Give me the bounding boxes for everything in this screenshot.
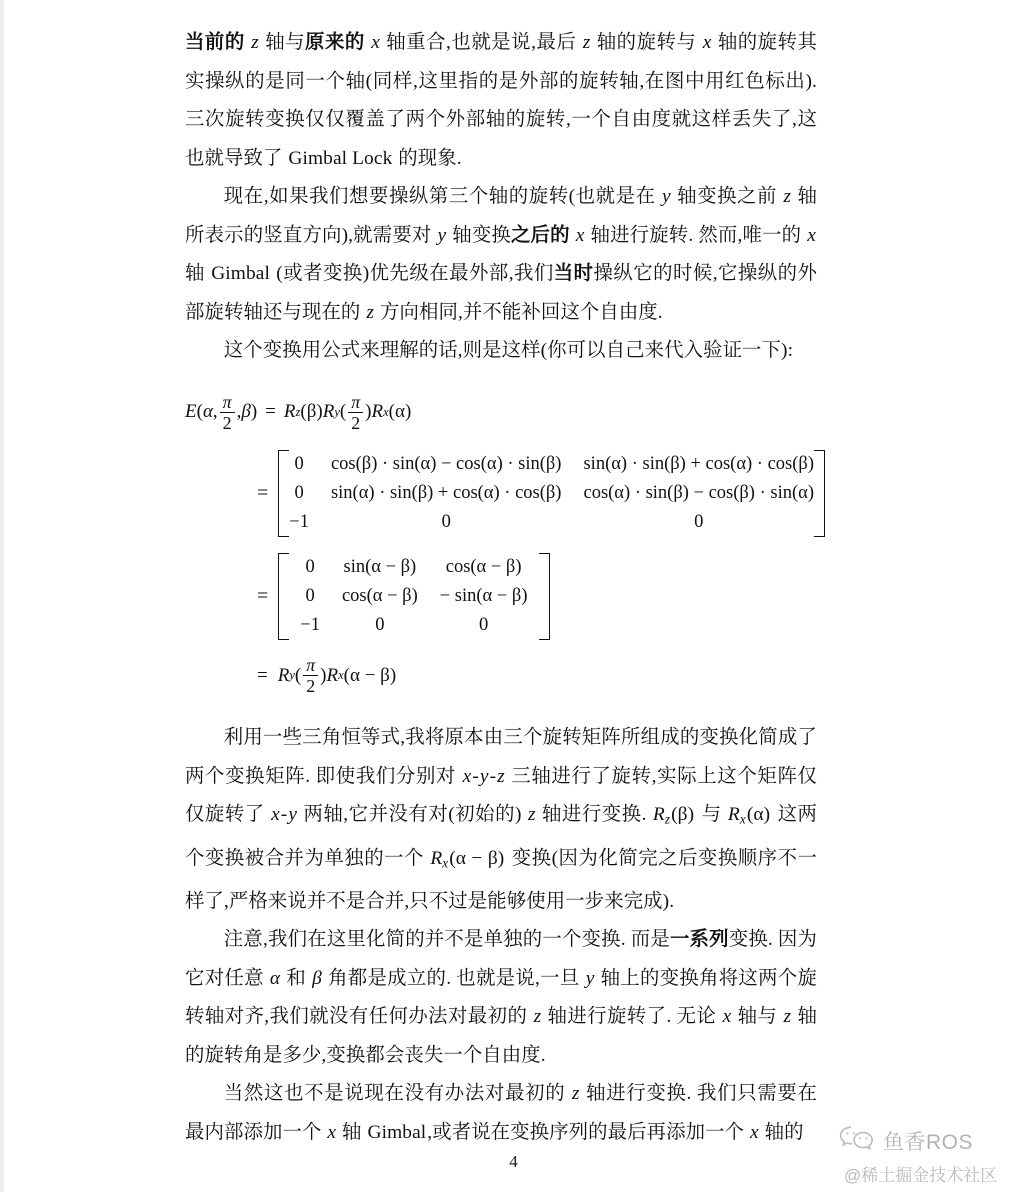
latin-term: Gimbal Lock bbox=[288, 147, 393, 169]
body-text: 轴进行变换. bbox=[536, 804, 652, 826]
inline-math-symbol: z bbox=[527, 804, 536, 826]
matrix2-equals: = bbox=[257, 584, 269, 607]
matrix2-bracket-right bbox=[539, 553, 550, 640]
paragraph-3 bbox=[185, 332, 817, 371]
body-text: 轴变换之前 bbox=[671, 186, 783, 207]
latin-term: Gimbal bbox=[211, 263, 270, 284]
paragraph-1 bbox=[185, 24, 817, 178]
inline-math-symbol: y bbox=[479, 765, 489, 787]
equation-matrix-2 bbox=[257, 553, 817, 640]
body-text: 轴的旋转与 bbox=[591, 32, 702, 53]
final-frac-pi-2 bbox=[303, 656, 318, 695]
eq-Ry-paren-open: ( bbox=[339, 401, 347, 423]
watermark-brand: 鱼香ROS bbox=[883, 1130, 974, 1154]
matrix-cell: 0 bbox=[694, 511, 704, 532]
body-text: - bbox=[489, 765, 497, 787]
body-text: 轴 bbox=[185, 263, 211, 284]
body-text: 与 bbox=[696, 804, 727, 826]
matrix2-bracket-left bbox=[278, 553, 289, 640]
matrix-cell: −1 bbox=[300, 614, 320, 635]
eq-comma-1: , bbox=[212, 401, 218, 423]
body-text: 方向相同,并不能补回这个自由度. bbox=[375, 301, 663, 323]
body-text: 和 bbox=[281, 967, 312, 989]
final-Ry: R bbox=[277, 664, 290, 686]
inline-math-expression: Rx(α) bbox=[727, 804, 771, 827]
equation-line-definition bbox=[185, 393, 817, 432]
paragraph-6 bbox=[185, 1075, 817, 1152]
matrix-row bbox=[289, 553, 538, 582]
inline-math-symbol: α bbox=[269, 967, 281, 989]
eq-Rz: R bbox=[283, 401, 296, 423]
emphasis-text: 一系列 bbox=[669, 929, 729, 951]
eq-Ry-paren-close: ) bbox=[365, 401, 372, 423]
eq-comma-2: , bbox=[236, 401, 242, 423]
body-text: - bbox=[280, 804, 288, 826]
body-text: 轴进行旋转了. 无论 bbox=[542, 1006, 722, 1028]
body-text: 轴进行变换. 我们只需要在最内部添加一个 bbox=[185, 1083, 817, 1143]
eq-frac-num-b: π bbox=[351, 391, 361, 412]
body-text: 变换(因为化简完之后变换顺序不一样了,严格来说并不是合并,只不过是能够使用一步来完成). bbox=[185, 847, 817, 912]
watermark-top-row bbox=[838, 1124, 1023, 1157]
inline-math-expression: Rx(α − β) bbox=[430, 847, 505, 871]
eq-Rx: R bbox=[371, 401, 384, 423]
matrix-row bbox=[289, 582, 538, 611]
eq-E: E bbox=[185, 401, 197, 423]
matrix-cell: cos(β) · sin(α) − cos(α) · sin(β) bbox=[330, 453, 562, 474]
body-text: 当然这也不是说现在没有办法对最初的 bbox=[223, 1083, 571, 1105]
body-text: 利用一些三角恒等式,我将原本由三个旋转矩阵所组成的变换化简成了两个变换矩阵. 即使我们分别对 bbox=[185, 727, 817, 787]
page-content bbox=[185, 24, 817, 1152]
eq-frac-den-b: 2 bbox=[348, 412, 363, 432]
final-Rx: R bbox=[326, 664, 339, 686]
paragraph-5 bbox=[185, 921, 817, 1075]
body-text: 轴与 bbox=[732, 1006, 783, 1028]
final-equals: = bbox=[257, 664, 268, 686]
latin-term: Gimbal bbox=[367, 1121, 427, 1143]
paragraph-2 bbox=[185, 178, 817, 332]
eq-paren-open: ( bbox=[196, 401, 203, 423]
inline-math-symbol: x bbox=[575, 224, 585, 246]
eq-Rx-sub: x bbox=[383, 404, 389, 419]
body-text: 轴上的变换角将这两个旋转轴对齐,我们就没有任何办法对最初的 bbox=[185, 967, 817, 1028]
matrix-cell: − sin(α − β) bbox=[439, 585, 528, 606]
emphasis-text: 当时 bbox=[553, 263, 594, 284]
body-text: 三轴进行了旋转,实际上这个矩阵仅仅旋转了 bbox=[185, 765, 817, 826]
body-text: 这两个变换被合并为单独的一个 bbox=[185, 804, 817, 869]
body-text: 注意,我们在这里化简的并不是单独的一个变换. 而是 bbox=[223, 929, 670, 951]
equation-line-final: = R y ( $\frac{\pi}{2}$ ) R x (α − β) bbox=[257, 654, 397, 697]
body-text: 轴的旋转其实操纵的是同一个轴(同样,这里指的是外部的旋转轴,在图中用红色标出). 三次旋转变换仅仅覆盖了两个外部轴的旋转,一个自由度就这样丢失了,这也就导致了 bbox=[185, 32, 817, 169]
inline-math-symbol: x bbox=[271, 804, 280, 826]
watermark bbox=[838, 1124, 1023, 1186]
body-text: 轴的 bbox=[759, 1121, 804, 1143]
body-text: 角都是成立的. 也就是说,一旦 bbox=[322, 967, 585, 989]
eq-Rz-arg: (β) bbox=[300, 401, 323, 423]
inline-math-expression: Rz(β) bbox=[652, 804, 695, 827]
body-text: (或者变换)优先级在最外部,我们 bbox=[270, 263, 554, 284]
eq-Ry: R bbox=[322, 401, 335, 423]
inline-math-symbol: z bbox=[497, 765, 505, 787]
body-text: 轴变换 bbox=[447, 224, 511, 246]
inline-math-symbol: z bbox=[533, 1006, 542, 1028]
emphasis-text: 当前的 bbox=[185, 32, 245, 53]
inline-math-symbol: x bbox=[750, 1121, 759, 1143]
paragraph-4 bbox=[185, 719, 817, 921]
eq-frac-pi-2-b bbox=[348, 393, 363, 432]
eq-Rz-sub: z bbox=[295, 404, 301, 419]
inline-math-symbol: z bbox=[783, 1006, 792, 1028]
body-text: 这个变换用公式来理解的话,则是这样(你可以自己来代入验证一下): bbox=[223, 340, 794, 361]
inline-math-symbol: z bbox=[251, 32, 259, 53]
inline-math-symbol: y bbox=[662, 186, 671, 207]
matrix-cell: 0 bbox=[375, 614, 385, 635]
inline-math-symbol: z bbox=[783, 186, 792, 207]
body-text: 轴与 bbox=[259, 32, 306, 53]
matrix-cell: sin(α − β) bbox=[343, 556, 417, 577]
inline-math-symbol: x bbox=[807, 224, 816, 246]
body-text: 变换. 因为它对任意 bbox=[185, 929, 818, 989]
final-Ry-sub: y bbox=[289, 668, 295, 683]
eq-Ry-sub: y bbox=[334, 404, 340, 419]
body-text: 轴所表示的竖直方向),就需要对 bbox=[185, 186, 817, 246]
emphasis-text: 原来的 bbox=[305, 32, 365, 53]
matrix-cell: sin(α) · sin(β) + cos(α) · cos(β) bbox=[330, 482, 562, 503]
body-text: ,或者说在变换序列的最后再添加一个 bbox=[427, 1121, 750, 1143]
eq-beta: β bbox=[241, 401, 251, 423]
page-number: 4 bbox=[509, 1152, 518, 1171]
matrix-row bbox=[278, 450, 825, 479]
inline-math-symbol: x bbox=[371, 32, 380, 53]
matrix-cell: 0 bbox=[305, 585, 315, 606]
emphasis-text: 之后的 bbox=[510, 224, 570, 246]
final-Rx-arg: (α − β) bbox=[343, 664, 397, 686]
eq-paren-close: ) bbox=[250, 401, 258, 423]
eq-alpha: α bbox=[202, 401, 213, 423]
body-text: 的现象. bbox=[393, 147, 462, 169]
matrix-cell: −1 bbox=[289, 511, 309, 532]
matrix-cell: cos(α) · sin(β) − cos(β) · sin(α) bbox=[583, 482, 814, 503]
eq-frac-pi-2-a bbox=[220, 393, 235, 432]
matrix-cell: 0 bbox=[441, 511, 451, 532]
body-text: 轴 bbox=[337, 1121, 367, 1143]
body-text: 操纵它的时候,它操纵的外部旋转轴还与现在的 bbox=[185, 263, 817, 323]
matrix2-table bbox=[289, 553, 538, 640]
inline-math-symbol: z bbox=[582, 32, 591, 53]
matrix-row bbox=[289, 611, 538, 640]
eq-equals-0: = bbox=[265, 401, 276, 423]
inline-math-symbol: z bbox=[366, 301, 375, 323]
body-text: 轴进行旋转. 然而,唯一的 bbox=[585, 224, 807, 246]
final-frac-num: π bbox=[306, 654, 316, 675]
wechat-icon bbox=[838, 1124, 876, 1157]
body-text: 现在,如果我们想要操纵第三个轴的旋转(也就是在 bbox=[223, 186, 661, 207]
equation-matrix-1 bbox=[257, 450, 817, 537]
body-text: - bbox=[472, 765, 479, 787]
final-Rx-sub: x bbox=[338, 668, 344, 683]
matrix-cell: cos(α − β) bbox=[445, 556, 522, 577]
matrix-cell: 0 bbox=[305, 556, 315, 577]
inline-math-symbol: z bbox=[571, 1083, 580, 1105]
matrix-cell: 0 bbox=[294, 453, 304, 474]
eq-Rx-arg: (α) bbox=[388, 401, 412, 423]
body-text: 轴重合,也就是说,最后 bbox=[380, 32, 582, 53]
inline-math-symbol: x bbox=[702, 32, 712, 53]
matrix-cell: sin(α) · sin(β) + cos(α) · cos(β) bbox=[583, 453, 814, 474]
inline-math-symbol: y bbox=[437, 224, 447, 246]
inline-math-symbol: x bbox=[722, 1006, 732, 1028]
body-text: 轴的旋转角是多少,变换都会丧失一个自由度. bbox=[185, 1006, 817, 1066]
matrix-row bbox=[278, 508, 825, 537]
body-text bbox=[570, 225, 575, 246]
matrix-cell: 0 bbox=[294, 482, 304, 503]
watermark-handle: @稀土掘金技术社区 bbox=[844, 1166, 998, 1185]
inline-math-symbol: x bbox=[462, 765, 472, 787]
inline-math-symbol: x bbox=[327, 1121, 337, 1143]
equation-block bbox=[185, 393, 817, 696]
body-text: 两轴,它并没有对(初始的) bbox=[298, 804, 527, 826]
matrix-row bbox=[278, 479, 825, 508]
matrix-cell: cos(α − β) bbox=[341, 585, 418, 606]
inline-math-symbol: β bbox=[312, 967, 322, 989]
inline-math-symbol: y bbox=[288, 804, 298, 826]
final-frac-den: 2 bbox=[303, 675, 318, 695]
matrix1-table bbox=[278, 450, 825, 537]
matrix-cell: 0 bbox=[479, 614, 489, 635]
eq-frac-den: 2 bbox=[220, 412, 235, 432]
eq-frac-num: π bbox=[222, 391, 232, 412]
inline-math-symbol: y bbox=[585, 967, 595, 989]
matrix1-equals: = bbox=[257, 481, 269, 504]
